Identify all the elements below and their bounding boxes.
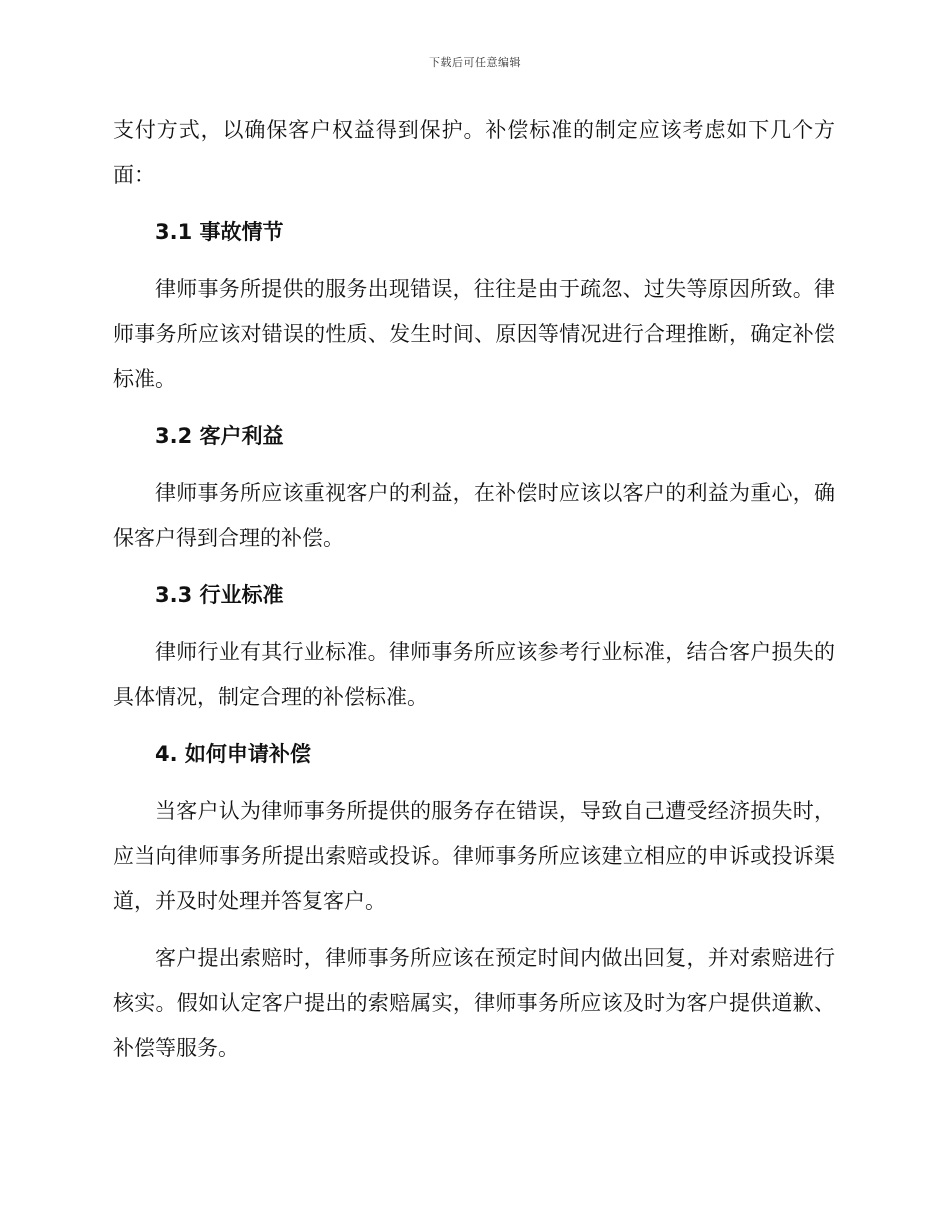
document-body xyxy=(113,108,835,1071)
section-3-2-heading: 3.2 客户利益 xyxy=(155,424,284,448)
section-4-heading: 4. 如何申请补偿 xyxy=(155,742,311,766)
section-4-paragraph-1: 当客户认为律师事务所提供的服务存在错误，导致自己遭受经济损失时，应当向律师事务所提出索赔或投诉。律师事务所应该建立相应的申诉或投诉渠道，并及时处理并答复客户。 xyxy=(113,799,835,913)
intro-paragraph: 支付方式，以确保客户权益得到保护。补偿标准的制定应该考虑如下几个方面： xyxy=(113,118,835,187)
section-3-1-paragraph: 律师事务所提供的服务出现错误，往往是由于疏忽、过失等原因所致。律师事务所应该对错误的性质、发生时间、原因等情况进行合理推断，确定补偿标准。 xyxy=(113,277,835,391)
section-3-2-paragraph: 律师事务所应该重视客户的利益，在补偿时应该以客户的利益为重心，确保客户得到合理的补偿。 xyxy=(113,481,835,550)
section-3-3-paragraph: 律师行业有其行业标准。律师事务所应该参考行业标准，结合客户损失的具体情况，制定合理的补偿标准。 xyxy=(113,640,835,709)
section-3-3-heading: 3.3 行业标准 xyxy=(155,583,284,607)
section-4-paragraph-2: 客户提出索赔时，律师事务所应该在预定时间内做出回复，并对索赔进行核实。假如认定客户提出的索赔属实，律师事务所应该及时为客户提供道歉、补偿等服务。 xyxy=(113,946,835,1060)
section-3-1-heading: 3.1 事故情节 xyxy=(155,220,284,244)
page-header-note: 下载后可任意编辑 xyxy=(429,56,521,69)
